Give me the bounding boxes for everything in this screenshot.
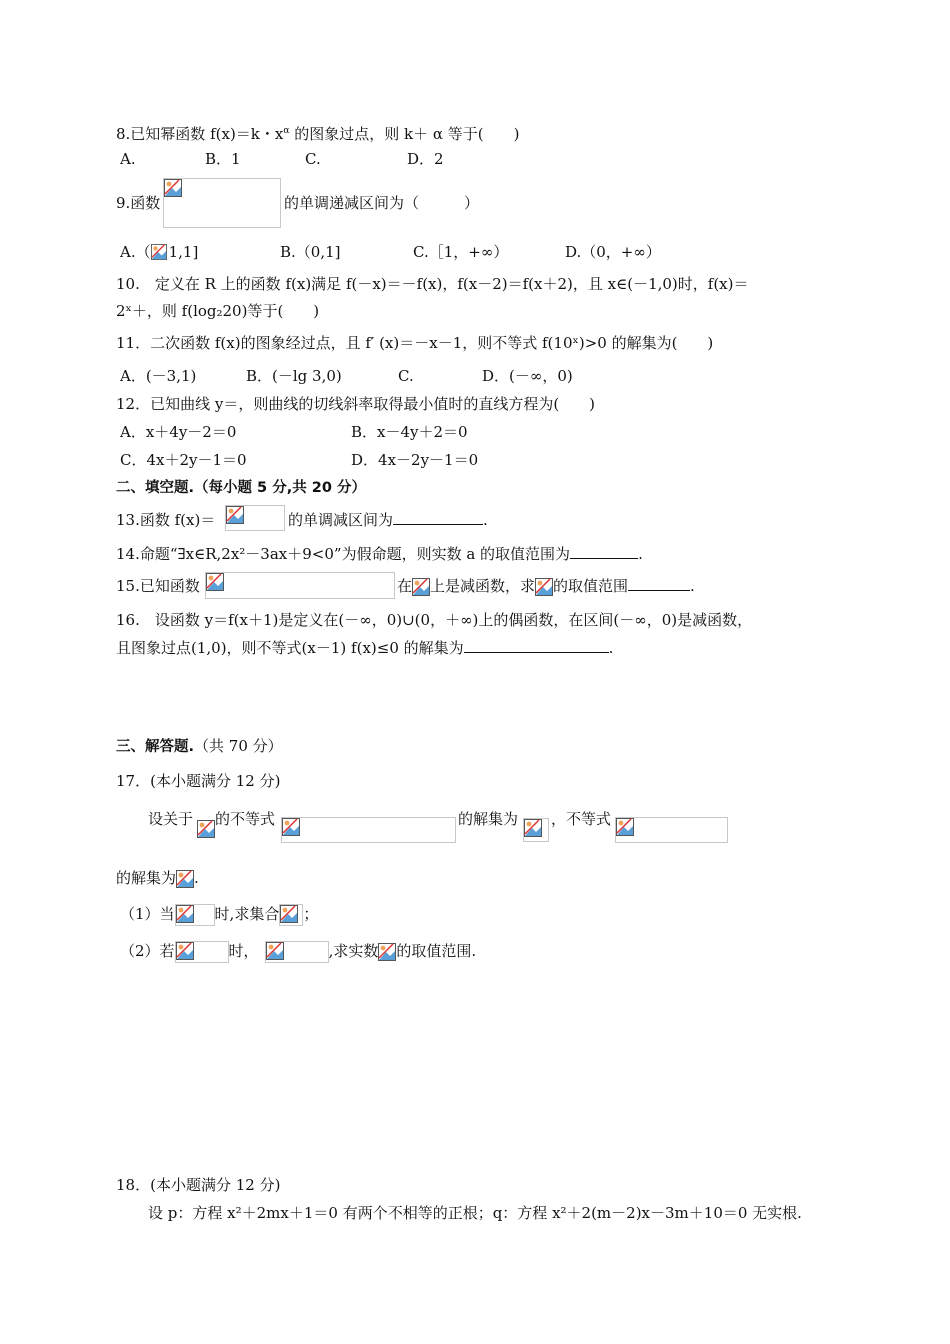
- section-3-heading: 三、解答题.（共 70 分）: [116, 737, 283, 755]
- broken-image-icon: [412, 578, 430, 596]
- q8-option-c: C.: [305, 150, 321, 168]
- broken-image-icon: [176, 905, 194, 923]
- q17-title: 17．(本小题满分 12 分): [116, 772, 281, 790]
- q8-option-b: B．1: [205, 150, 241, 168]
- q17-l1-text-c: 的解集为: [458, 810, 519, 828]
- broken-image-icon: [176, 942, 194, 960]
- q13-prefix: 13.函数 f(x)＝: [116, 511, 216, 529]
- section-2-heading: 二、填空题.（每小题 5 分,共 20 分）: [116, 480, 366, 496]
- q8-option-d: D．2: [407, 150, 444, 168]
- broken-image-icon: [226, 506, 244, 524]
- broken-image-icon: [206, 573, 224, 591]
- q18-text: 设 p：方程 x²＋2mx＋1＝0 有两个不相等的正根；q：方程 x²＋2(m－2)x－3m＋10＝0 无实根.: [148, 1204, 802, 1222]
- q14-answer-blank: [570, 544, 638, 559]
- q17-part1-condition-image: [175, 904, 215, 926]
- q12-option-c: C．4x＋2y－1＝0: [120, 451, 247, 469]
- q8-option-a: A.: [120, 150, 136, 168]
- broken-image-icon: [151, 244, 169, 262]
- q15-formula-image: [205, 572, 395, 599]
- q17-set-image: [279, 904, 303, 926]
- broken-image-icon: [197, 820, 215, 838]
- q12-option-b: B．x－4y＋2＝0: [351, 423, 468, 441]
- q17-part2-condition-image: [175, 941, 229, 963]
- q11-option-d: D．(－∞，0): [482, 367, 573, 385]
- q15-rest: 在 上是减函数，求 的取值范围 .: [397, 577, 695, 595]
- q17-l1-text-b: 的不等式: [215, 810, 276, 828]
- q11-stem: 11．二次函数 f(x)的图象经过点，且 f′ (x)＝－x－1，则不等式 f(10ˣ)>0 的解集为( ): [116, 334, 714, 352]
- q10-line1: 10. 定义在 R 上的函数 f(x)满足 f(－x)＝－f(x)，f(x－2)＝f(x＋2)，且 x∈(－1,0)时，f(x)＝: [116, 275, 749, 293]
- broken-image-icon: [282, 818, 300, 836]
- q9-option-b: B.（0,1]: [280, 243, 341, 261]
- q13-formula-image: [225, 505, 285, 531]
- q11-option-b: B．(－lg 3,0): [246, 367, 342, 385]
- q9-option-d: D.（0，+∞）: [565, 243, 661, 261]
- q10-line2: 2ˣ＋，则 f(log₂20)等于( ): [116, 302, 320, 320]
- broken-image-icon: [616, 818, 634, 836]
- broken-image-icon: [535, 578, 553, 596]
- q9-suffix: 的单调递减区间为（ ）: [284, 194, 480, 212]
- q16-line2: 且图象过点(1,0)，则不等式(x－1) f(x)≤0 的解集为 .: [116, 639, 614, 657]
- q14-stem: 14.命题“∃x∈R,2x²－3ax＋9<0”为假命题，则实数 a 的取值范围为 .: [116, 545, 643, 563]
- q9-formula-image: [163, 178, 281, 228]
- q16-line1: 16. 设函数 y＝f(x＋1)是定义在(－∞，0)∪(0，＋∞)上的偶函数，在区间(－∞，0)是减函数，: [116, 611, 753, 629]
- q17-part2-relation-image: [265, 941, 329, 963]
- q16-answer-blank: [464, 638, 609, 653]
- q17-l1-text-a: 设关于: [148, 810, 194, 828]
- q9-prefix: 9.函数: [116, 194, 161, 212]
- broken-image-icon: [266, 942, 284, 960]
- q11-option-c: C.: [398, 367, 414, 385]
- broken-image-icon: [176, 870, 194, 888]
- q8-stem: 8.已知幂函数 f(x)＝k・$x^\alpha$ 的图象过点，则 k＋ α 等于( ): [116, 125, 520, 143]
- q12-option-d: D．4x－2y－1＝0: [351, 451, 479, 469]
- broken-image-icon: [378, 943, 396, 961]
- broken-image-icon: [280, 905, 298, 923]
- q12-option-a: A．x＋4y－2＝0: [120, 423, 237, 441]
- q17-set-a-image: [523, 818, 549, 842]
- q15-answer-blank: [628, 576, 690, 591]
- q15-prefix: 15.已知函数: [116, 577, 200, 595]
- q12-stem: 12．已知曲线 y＝，则曲线的切线斜率取得最小值时的直线方程为( ): [116, 395, 596, 413]
- q13-suffix: 的单调减区间为 .: [288, 511, 488, 529]
- q17-inequality2-image: [615, 817, 728, 843]
- q13-answer-blank: [393, 510, 483, 525]
- q17-l1-text-d: ，不等式: [551, 810, 612, 828]
- q9-option-a: A.（ 1,1]: [120, 243, 199, 261]
- q18-title: 18．(本小题满分 12 分): [116, 1176, 281, 1194]
- broken-image-icon: [164, 179, 182, 197]
- q17-inequality-image: [281, 817, 456, 843]
- broken-image-icon: [524, 819, 542, 837]
- q17-part2: （2）若 时， ,求实数 的取值范围.: [120, 941, 476, 963]
- q11-option-a: A．(－3,1): [120, 367, 197, 385]
- q17-line2: 的解集为 .: [116, 869, 199, 887]
- q17-part1: （1）当 时,求集合 ；: [120, 904, 318, 926]
- q9-option-c: C.［1，+∞）: [413, 243, 509, 261]
